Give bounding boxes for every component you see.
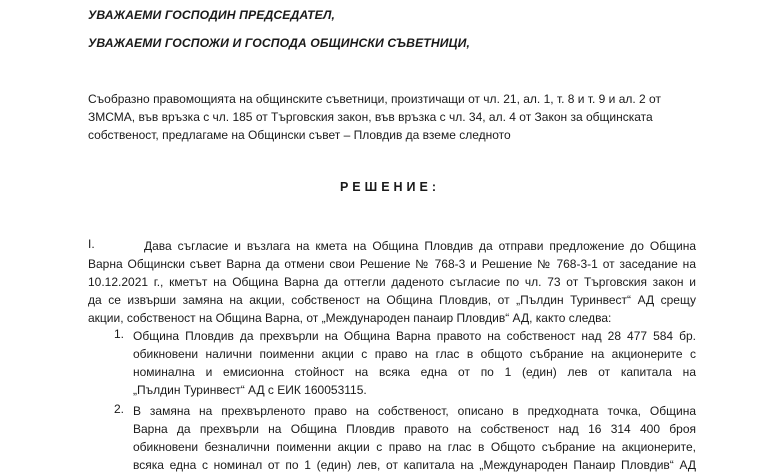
section-line: 10.12.2021 г., кметът на Община Варна да оттегли даденото съгласие по чл. 73 от Търговския закон и — [88, 275, 696, 289]
item-line: обикновени налични поименни акции с право на глас в общото събрание на акционерите с — [133, 347, 696, 361]
decision-title: РЕШЕНИЕ: — [339, 180, 441, 194]
intro-line: Съобразно правомощията на общинските съветници, произтичащи от чл. 21, ал. 1, т. 8 и т. 9 и ал. 2 от — [88, 92, 661, 106]
section-line: Варна Общински съвет Варна да отмени свои Решение № 768-3 и Решение № 768-3-1 от заседание на — [88, 257, 696, 271]
item-line: всяка една с номинал от по 1 (един) лев, от капитала на „Международен Панаир Пловдив“ АД — [133, 458, 696, 472]
section-line: Дава съгласие и възлага на кмета на Община Пловдив да отправи предложение до Община — [144, 239, 696, 253]
list-item — [133, 327, 696, 399]
list-item — [133, 402, 696, 474]
item-line: В замяна на прехвърленото право на собственост, описано в предходната точка, Община — [133, 404, 696, 418]
intro-paragraph — [88, 90, 698, 144]
section-line: да се извърши замяна на акции, собственост на Община Пловдив, от „Пълдин Туринвест“ АД срещу — [88, 293, 696, 307]
item-line: Варна да прехвърли на Община Пловдив правото на собственост над 16 314 400 броя — [133, 422, 696, 436]
intro-line: собственост, предлагаме на Общински съвет – Пловдив да вземе следното — [88, 128, 511, 142]
section-line: акции, собственост на Община Варна, от „Международен панаир Пловдив“ АД, както следва: — [88, 311, 612, 325]
greeting-chairman: УВАЖАЕМИ ГОСПОДИН ПРЕДСЕДАТЕЛ, — [88, 8, 335, 22]
item-number: 2. — [114, 402, 125, 416]
item-number: 1. — [114, 327, 125, 341]
section-paragraph — [88, 237, 696, 327]
intro-line: ЗМСМА, във връзка с чл. 185 от Търговския закон, във връзка с чл. 34, ал. 4 от Закон за общинската — [88, 110, 653, 124]
item-line: обикновени безналични поименни акции с право на глас в Общото събрание на акционерите, — [133, 440, 696, 454]
greeting-councillors: УВАЖАЕМИ ГОСПОЖИ И ГОСПОДА ОБЩИНСКИ СЪВЕТНИЦИ, — [88, 36, 470, 50]
item-line: „Пълдин Туринвест“ АД с ЕИК 160053115. — [133, 383, 367, 397]
section-number: I. — [88, 237, 95, 251]
item-line: Община Пловдив да прехвърли на Община Варна правото на собственост над 28 477 584 бр. — [133, 329, 696, 343]
item-line: номинална и емисионна стойност на всяка една от по 1 (един) лев от капитала на — [133, 365, 696, 379]
